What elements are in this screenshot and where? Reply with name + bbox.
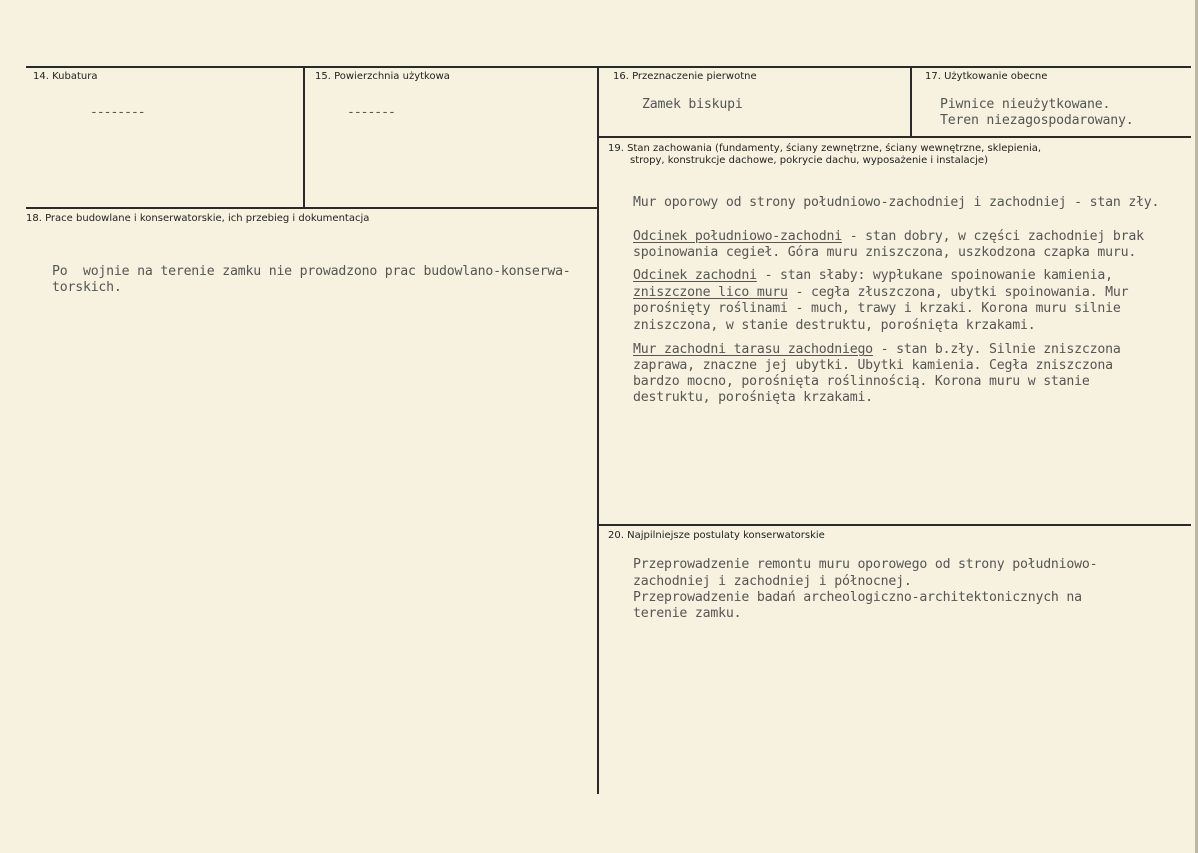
field-19-para-3-subheading: zniszczone lico muru [633,285,788,300]
field-19-para-4-text: - stan b.zły. Silnie zniszczona [872,342,1121,357]
field-17-line-2: Teren niezagospodarowany. [940,113,1134,128]
rule-under-16-17 [598,136,1191,138]
field-19-para-4-line-1 [633,342,1121,358]
field-19-para-4-heading: Mur zachodni tarasu zachodniego [633,342,873,357]
field-19-para-3-subtext: - cegła złuszczona, ubytki spoinowania. Mur [787,285,1129,300]
field-19-para-1: Mur oporowy od strony południowo-zachodniej i zachodniej - stan zły. [633,195,1160,210]
field-19-para-3-line-3: porośnięty roślinami - much, trawy i krzaki. Korona muru silnie [633,301,1121,316]
field-14-label: 14. Kubatura [33,71,98,82]
field-19-para-4-line-3: bardzo mocno, porośnięta roślinnością. Korona muru w stanie [633,374,1090,389]
field-20-line-2: zachodniej i zachodniej i północnej. [633,574,912,589]
field-20-line-1: Przeprowadzenie remontu muru oporowego od strony południowo- [633,557,1098,572]
divider-16-17 [910,67,912,137]
divider-14-15 [303,67,305,207]
field-18-label: 18. Prace budowlane i konserwatorskie, ich przebieg i dokumentacja [26,213,370,224]
field-19-para-4-line-2: zaprawa, znaczne jej ubytki. Ubytki kamienia. Cegła zniszczona [633,358,1113,373]
field-19-para-4-line-4: destruktu, porośnięta krzakami. [633,390,873,405]
field-19-para-2-text: - stan dobry, w części zachodniej brak [841,229,1144,244]
field-19-para-3-line-4: zniszczona, w stanie destruktu, porośnięta krzakami. [633,318,1036,333]
rule-under-14-15 [26,207,598,209]
field-19-para-3-line-2 [633,285,1128,301]
field-19-para-2-heading: Odcinek południowo-zachodni [633,229,842,244]
field-19-label-1: 19. Stan zachowania (fundamenty, ściany zewnętrzne, ściany wewnętrzne, sklepienia, [608,143,1042,154]
field-19-para-3-line-1 [633,268,1113,284]
field-17-label: 17. Użytkowanie obecne [925,71,1048,82]
field-19-para-2-line-2: spoinowania cegieł. Góra muru zniszczona, uszkodzona czapka muru. [633,245,1137,260]
field-18-line-1: Po wojnie na terenie zamku nie prowadzono prac budowlano-konserwa- [52,264,571,279]
field-19-para-2-line-1 [633,229,1144,245]
field-18-line-2: torskich. [52,280,122,295]
top-rule [26,66,1191,68]
center-divider [597,67,599,794]
field-19-para-3-text: - stan słaby: wypłukane spoinowanie kamienia, [756,268,1113,283]
field-14-value: -------- [90,105,145,120]
field-19-para-3-heading: Odcinek zachodni [633,268,757,283]
field-16-value: Zamek biskupi [642,97,743,112]
field-15-value: ------- [347,105,395,120]
field-20-label: 20. Najpilniejsze postulaty konserwatorskie [608,530,825,541]
rule-under-19 [598,524,1191,526]
field-20-line-3: Przeprowadzenie badań archeologiczno-architektonicznych na [633,590,1082,605]
field-20-line-4: terenie zamku. [633,606,742,621]
field-19-label-2: stropy, konstrukcje dachowe, pokrycie dachu, wyposażenie i instalacje) [630,155,988,166]
field-17-line-1: Piwnice nieużytkowane. [940,97,1111,112]
field-15-label: 15. Powierzchnia użytkowa [315,71,450,82]
field-16-label: 16. Przeznaczenie pierwotne [613,71,757,82]
